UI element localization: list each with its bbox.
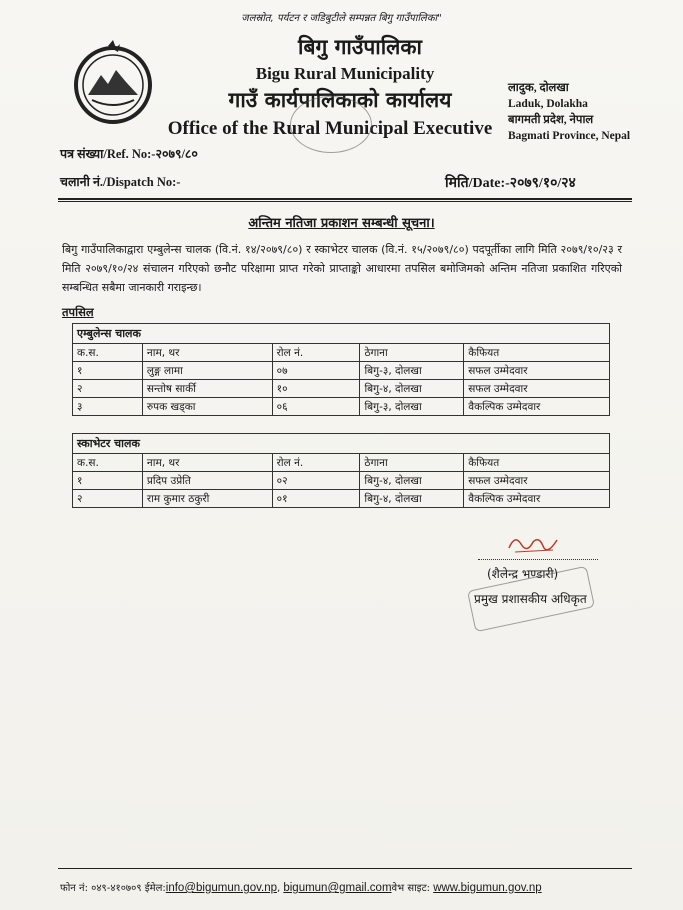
footer-web-label: वेभ साइट:	[391, 883, 430, 894]
office-address	[508, 80, 630, 144]
footer-contact: फोन नं: ०४९-४१०७०९ ईमेल:info@bigumun.gov.np, bigumun@gmail.comवेभ साइट: www.bigumun.gov.np	[60, 882, 542, 894]
cell-roll: ०२	[272, 472, 360, 490]
column-header: रोल नं.	[272, 454, 360, 472]
table-caption: एम्बुलेन्स चालक	[72, 323, 610, 343]
column-header: क.स.	[73, 344, 143, 362]
signatory-title: प्रमुख प्रशासकीय अधिकृत	[474, 592, 587, 606]
header-divider	[58, 198, 632, 200]
notice-subject: अन्तिम नतिजा प्रकाशन सम्बन्धी सूचना।	[248, 216, 435, 231]
results-table-ambulance	[72, 323, 610, 416]
address-line: Bagmati Province, Nepal	[508, 130, 631, 142]
dispatch-number: चलानी नं./Dispatch No:-	[60, 175, 181, 189]
signatory-name: (शैलेन्द्र भण्डारी)	[487, 567, 559, 581]
cell-roll: ०६	[272, 398, 360, 416]
cell-address: बिगु-४, दोलखा	[360, 380, 464, 398]
schedule-label: तपसिल	[62, 305, 94, 319]
column-header: नाम, थर	[142, 454, 272, 472]
office-name-english: Office of the Rural Municipal Executive	[167, 118, 493, 139]
column-header: ठेगाना	[360, 344, 464, 362]
address-line: लादुक, दोलखा	[508, 82, 569, 94]
cell-name: राम कुमार ठकुरी	[142, 490, 272, 508]
table-row	[73, 472, 610, 490]
column-header: क.स.	[73, 454, 143, 472]
office-stamp	[290, 96, 372, 153]
cell-address: बिगु-३, दोलखा	[360, 398, 464, 416]
footer-email-link[interactable]: info@bigumun.gov.np	[165, 882, 277, 894]
table-row	[73, 398, 610, 416]
municipality-name-english: Bigu Rural Municipality	[255, 64, 435, 83]
handwritten-signature	[505, 530, 565, 558]
cell-address: बिगु-४, दोलखा	[360, 472, 464, 490]
cell-name: प्रदिप उप्रेति	[142, 472, 272, 490]
cell-name: सन्तोष सार्की	[142, 380, 272, 398]
cell-roll: ०७	[272, 362, 360, 380]
office-name-nepali: गाउँ कार्यपालिकाको कार्यालय	[228, 88, 452, 112]
letter-date: मिति/Date:-२०७९/१०/२४	[445, 176, 576, 191]
table-row	[73, 490, 610, 508]
municipality-name-nepali: बिगु गाउँपालिका	[298, 35, 422, 59]
footer-website-link[interactable]: www.bigumun.gov.np	[433, 882, 542, 894]
nepal-emblem-logo	[68, 40, 158, 125]
cell-remarks: सफल उम्मेदवार	[464, 362, 610, 380]
cell-remarks: वैकल्पिक उम्मेदवार	[464, 490, 610, 508]
cell-serial: २	[73, 490, 143, 508]
table-row	[73, 380, 610, 398]
cell-serial: १	[73, 472, 143, 490]
column-header: ठेगाना	[360, 454, 464, 472]
cell-name: लुङ्ग लामा	[142, 362, 272, 380]
column-header: रोल नं.	[272, 344, 360, 362]
column-header: नाम, थर	[142, 344, 272, 362]
reference-number: पत्र संख्या/Ref. No:-२०७९/८०	[60, 147, 198, 161]
footer-phone: फोन नं: ०४९-४१०७०९	[60, 883, 142, 894]
cell-address: बिगु-३, दोलखा	[360, 362, 464, 380]
cell-remarks: वैकल्पिक उम्मेदवार	[464, 398, 610, 416]
results-table-excavator	[72, 433, 610, 508]
cell-serial: १	[73, 362, 143, 380]
table-row	[73, 362, 610, 380]
cell-remarks: सफल उम्मेदवार	[464, 472, 610, 490]
cell-remarks: सफल उम्मेदवार	[464, 380, 610, 398]
address-line: बागमती प्रदेश, नेपाल	[508, 114, 594, 126]
table-caption: स्काभेटर चालक	[72, 433, 610, 453]
cell-serial: ३	[73, 398, 143, 416]
address-line: Laduk, Dolakha	[508, 98, 588, 110]
cell-roll: १०	[272, 380, 360, 398]
cell-roll: ०१	[272, 490, 360, 508]
table-header-row	[73, 454, 610, 472]
footer-divider	[58, 868, 632, 869]
cell-name: रुपक खड्का	[142, 398, 272, 416]
notice-body: बिगु गाउँपालिकाद्वारा एम्बुलेन्स चालक (वि.नं. १४/२०७९/८०) र स्काभेटर चालक (वि.नं. १५/२०७९/८०) पदपूर्तीका लागि मिति २०७९/१०/२३ र मिति २०७९/१०/२४ संचालन गरिएको छनौट परिक्षामा प्राप्त गरेको प्राप्ताङ्को आधारमा तपसिल बमोजिमको अन्तिम नतिजा प्रकाशित गरिएको सम्बन्धित सबैमा जानकारी गराइन्छ।	[62, 243, 622, 294]
signature-line	[478, 559, 598, 560]
column-header: कैफियत	[464, 454, 610, 472]
municipality-motto: जलस्रोत, पर्यटन र जडिबुटीले सम्पन्नत बिगु गाउँपालिका"	[241, 13, 442, 24]
header-divider	[58, 201, 632, 202]
footer-email-link[interactable]: bigumun@gmail.com	[283, 882, 392, 894]
cell-address: बिगु-४, दोलखा	[360, 490, 464, 508]
table-header-row	[73, 344, 610, 362]
cell-serial: २	[73, 380, 143, 398]
column-header: कैफियत	[464, 344, 610, 362]
footer-email-label: ईमेल:	[144, 883, 166, 894]
